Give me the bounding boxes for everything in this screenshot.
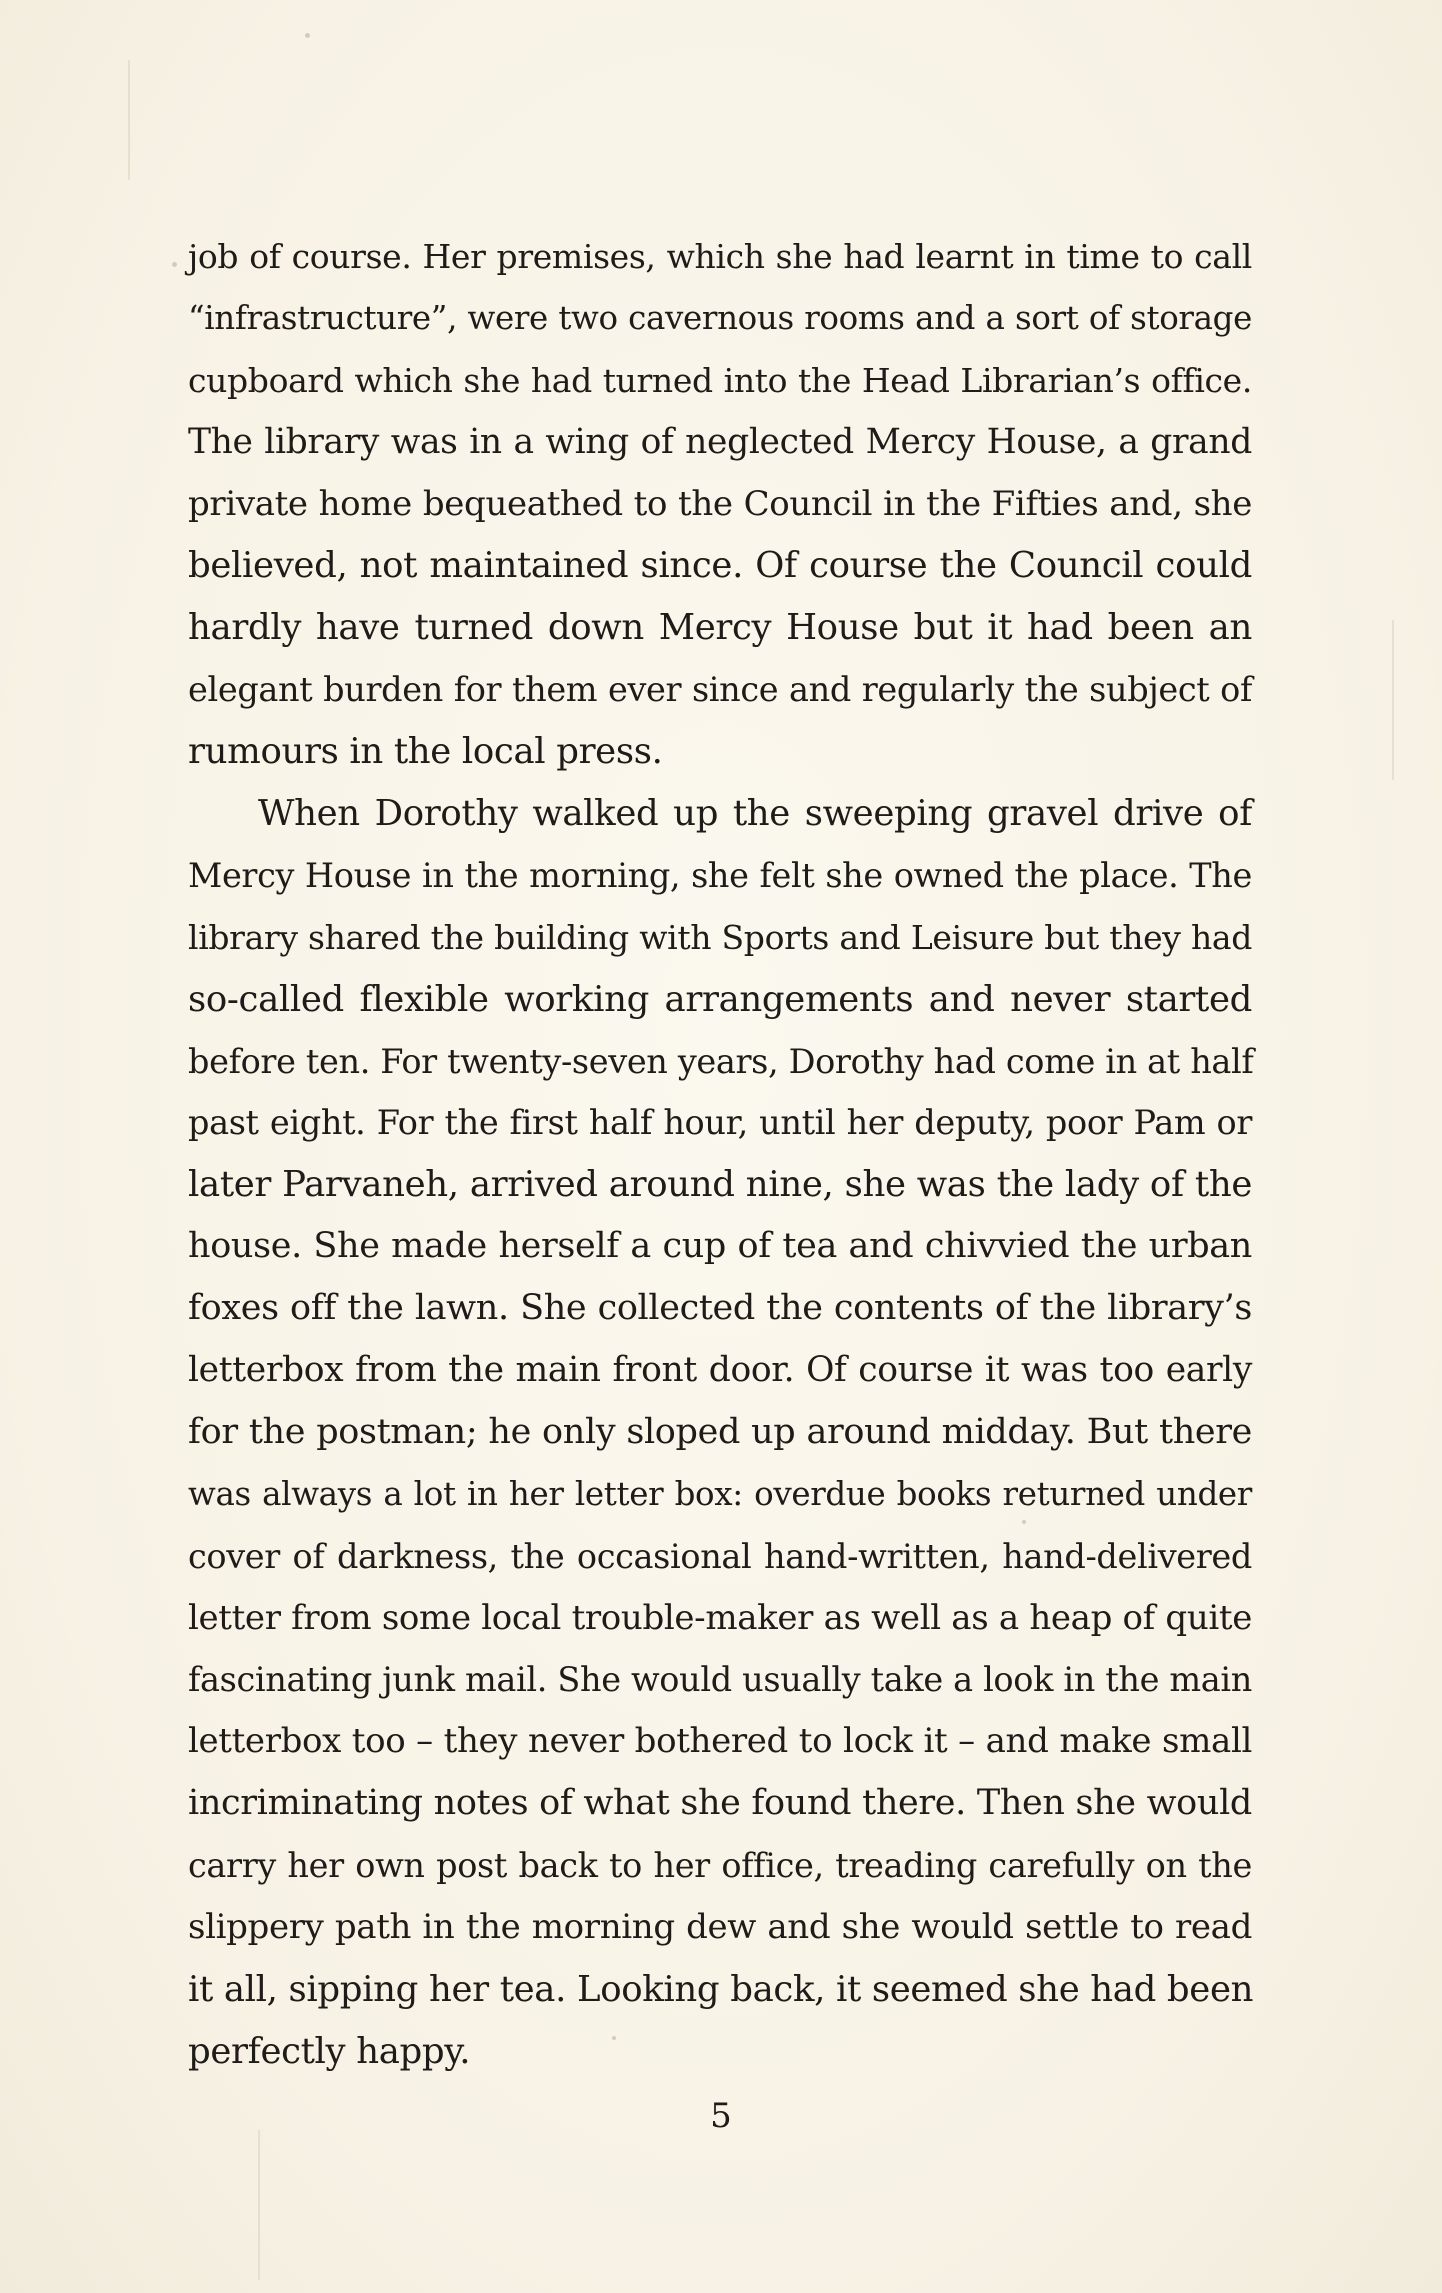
text-line: house. She made herself a cup of tea and chivvied the urban: [188, 1226, 1252, 1267]
text-line: fascinating junk mail. She would usually take a look in the main: [188, 1660, 1252, 1700]
text-line: carry her own post back to her office, treading carefully on the: [188, 1846, 1252, 1886]
text-line: was always a lot in her letter box: overdue books returned under: [188, 1474, 1252, 1513]
text-line: job of course. Her premises, which she had learnt in time to call: [188, 237, 1252, 276]
page-crease-right: [1392, 620, 1394, 780]
text-line: “infrastructure”, were two cavernous rooms and a sort of storage: [188, 298, 1252, 337]
text-line: foxes off the lawn. She collected the contents of the library’s: [188, 1288, 1252, 1329]
text-line: letter from some local trouble-maker as well as a heap of quite: [188, 1597, 1252, 1638]
text-line: private home bequeathed to the Council in the Fifties and, she: [188, 483, 1252, 524]
body-text: [188, 226, 1252, 2083]
text-line: for the postman; he only sloped up around midday. But there: [188, 1411, 1252, 1452]
text-line: it all, sipping her tea. Looking back, it seemed she had been: [188, 1968, 1254, 2010]
text-line: past eight. For the first half hour, until her deputy, poor Pam or: [188, 1103, 1252, 1143]
speck: [172, 262, 177, 267]
text-line: When Dorothy walked up the sweeping gravel drive of: [258, 793, 1252, 835]
text-line: before ten. For twenty-seven years, Dorothy had come in at half: [188, 1041, 1254, 1081]
text-line: The library was in a wing of neglected Mercy House, a grand: [188, 421, 1252, 462]
page-crease-bottom: [258, 2130, 260, 2280]
text-line: so-called flexible working arrangements and never started: [188, 978, 1252, 1020]
text-line: incriminating notes of what she found there. Then she would: [188, 1783, 1252, 1824]
text-line: cover of darkness, the occasional hand-written, hand-delivered: [188, 1536, 1252, 1576]
text-line: library shared the building with Sports and Leisure but they had: [188, 917, 1252, 957]
text-line: later Parvaneh, arrived around nine, she was the lady of the: [188, 1164, 1252, 1206]
text-line: believed, not maintained since. Of course the Council could: [188, 545, 1252, 587]
text-line: hardly have turned down Mercy House but it had been an: [188, 607, 1252, 649]
page-crease-left: [128, 60, 130, 180]
text-line: letterbox from the main front door. Of course it was too early: [188, 1350, 1252, 1391]
text-line: slippery path in the morning dew and she would settle to read: [188, 1907, 1252, 1948]
text-line: Mercy House in the morning, she felt she owned the place. The: [188, 855, 1252, 895]
page-number: 5: [710, 2096, 732, 2136]
text-line: letterbox too – they never bothered to lock it – and make small: [188, 1721, 1252, 1762]
text-line: perfectly happy.: [188, 2030, 471, 2072]
text-line: cupboard which she had turned into the Head Librarian’s office.: [188, 360, 1252, 400]
text-line: rumours in the local press.: [188, 731, 663, 773]
text-line: elegant burden for them ever since and regularly the subject of: [188, 670, 1252, 710]
speck: [305, 33, 310, 38]
